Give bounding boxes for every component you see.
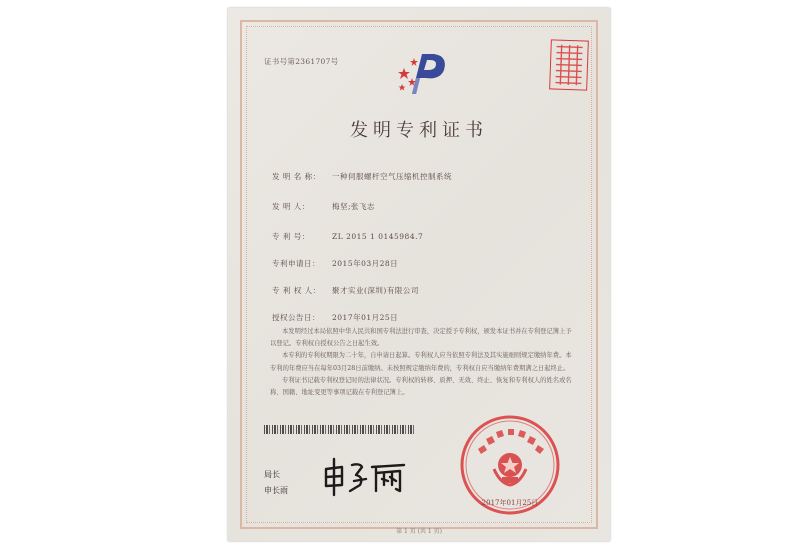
- stamp-text-icon: [550, 40, 588, 89]
- field-value: 2015年03月28日: [332, 259, 399, 268]
- field-invention-name: [272, 171, 452, 182]
- field-application-date: [272, 258, 398, 269]
- field-label: 发 明 名 称：: [272, 172, 321, 181]
- barcode: [264, 425, 414, 434]
- official-seal-icon: [458, 413, 562, 517]
- field-patent-number: [272, 231, 423, 242]
- seal-date: 2017年01月25日: [481, 499, 539, 507]
- field-value: 梅坚;张飞志: [332, 202, 376, 211]
- patent-certificate: [228, 8, 610, 541]
- patent-office-logo-icon: [394, 48, 454, 100]
- certificate-number: 证书号第2361707号: [264, 57, 339, 66]
- field-value: 2017年01月25日: [332, 313, 399, 322]
- field-grant-date: [272, 312, 398, 323]
- body-paragraph: 本专利的专利权期限为二十年，自申请日起算。专利权人应当依照专利法及其实施细则规定缴纳年费。本专利的年费应当在每年03月28日前缴纳。未按照规定缴纳年费的，专利权自应当缴纳年费期满之日起终止。: [270, 352, 572, 372]
- field-label: 专 利 号：: [272, 232, 310, 241]
- certificate-body: [270, 326, 572, 399]
- field-value: 一种伺服螺杆空气压缩机控制系统: [332, 172, 452, 181]
- handwritten-signature-icon: [320, 455, 410, 497]
- field-label: 发 明 人：: [272, 202, 310, 211]
- field-patentee: [272, 285, 419, 296]
- field-label: 授权公告日：: [272, 313, 320, 322]
- field-inventor: [272, 201, 375, 212]
- certificate-title: 发明专利证书: [350, 120, 488, 141]
- field-label: 专 利 权 人：: [272, 286, 321, 295]
- signature-title-director: 局长: [264, 470, 280, 479]
- top-right-stamp: [549, 39, 589, 90]
- field-label: 专利申请日：: [272, 259, 320, 268]
- page-footer: 第 1 页 (共 1 页): [396, 528, 442, 535]
- body-paragraph: 本发明经过本局依照中华人民共和国专利法进行审查，决定授予专利权，颁发本证书并在专利登记簿上予以登记。专利权自授权公告之日起生效。: [270, 328, 572, 348]
- body-paragraph: 专利证书记载专利权登记时的法律状况。专利权的转移、质押、无效、终止、恢复和专利权人的姓名或名称、国籍、地址变更等事项记载在专利登记簿上。: [270, 376, 572, 397]
- field-value: ZL 2015 1 0145984.7: [332, 232, 424, 241]
- field-value: 聚才实业(深圳)有限公司: [332, 286, 419, 295]
- signature-title-name: 申长雨: [264, 486, 288, 495]
